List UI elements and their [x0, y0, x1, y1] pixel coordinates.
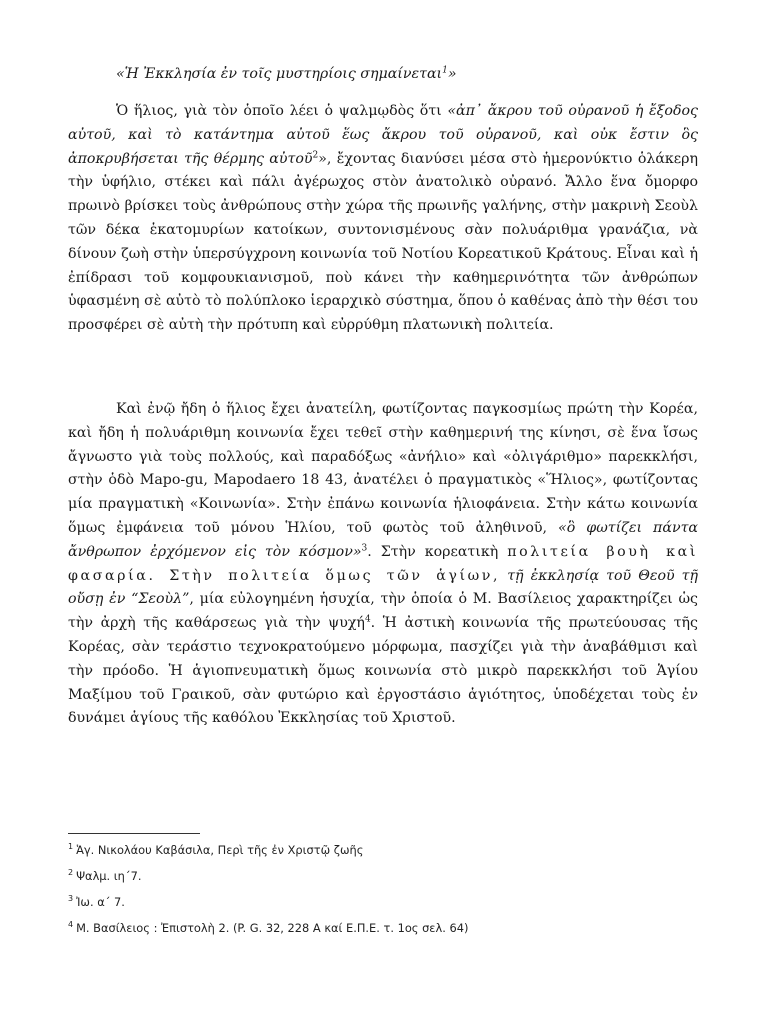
- footnote-2-number: 2: [68, 868, 74, 878]
- epigraph-close: »: [447, 66, 457, 82]
- footnote-1-number: 1: [68, 842, 74, 852]
- footnote-1-text: Ἁγ. Νικολάου Καβάσιλα, Περὶ τῆς ἐν Χριστῷ ζωῆς: [76, 843, 364, 857]
- p2-text-2: . Στὴν κορεατικὴ: [367, 543, 508, 560]
- footnote-4: [68, 920, 468, 936]
- footnote-3: [68, 894, 125, 910]
- footnote-ref-2[interactable]: 2: [312, 149, 319, 160]
- footnote-ref-1[interactable]: 1: [442, 65, 448, 76]
- footnote-ref-4[interactable]: 4: [364, 614, 371, 625]
- footnote-3-number: 3: [68, 894, 74, 904]
- footnote-2-text: Ψαλμ. ιη΄7.: [76, 869, 142, 883]
- footnote-ref-3[interactable]: 3: [361, 543, 368, 554]
- footnote-4-number: 4: [68, 920, 74, 930]
- psalm-quote: «ἀπ᾽ ἄκρου τοῦ οὐρανοῦ ἡ ἔξοδος αὐτοῦ, καὶ τὸ κατάντημα αὐτοῦ ἕως ἄκρου τοῦ οὐρανοῦ, καὶ οὐκ ἔστιν ὃς ἀποκρυβήσεται τῆς θέρμης αὐτοῦ: [68, 103, 699, 167]
- footnote-1: [68, 842, 363, 858]
- p1-text-1: Ὁ ἥλιος, γιὰ τὸν ὁποῖο λέει ὁ ψαλμῳδὸς ὅτι: [116, 103, 448, 119]
- p2-spaced-text: πολιτεία βουὴ καὶ φασαρία. Στὴν πολιτεία ὅμως τῶν ἁγίων,: [68, 543, 698, 584]
- epigraph: [116, 64, 457, 84]
- p2-text-4: , μία εὐλογημένη ἡσυχία, τὴν ὁποία ὁ Μ. Βασίλειος χαρακτηρίζει ὡς τὴν ἀρχὴ τῆς καθάρσεως γιὰ τὴν ψυχή: [68, 591, 698, 632]
- paragraph-1: [68, 100, 698, 338]
- p2-text-1: Καὶ ἐνῷ ἤδη ὁ ἥλιος ἔχει ἀνατείλη, φωτίζοντας παγκοσμίως πρώτη τὴν Κορέα, καὶ ἤδη ἡ πολυάριθμη κοινωνία ἔχει τεθεῖ στὴν καθημερινή της κίνησι, σὲ ἕνα ἴσως ἄγνωστο γιὰ τοὺς πολλούς, καὶ παραδόξως «ἀνήλιο» καὶ «ὀλιγάριθμο» παρεκκλήσι, στὴν ὁδὸ Mapo-gu, Mapodaero 18 43, ἀνατέλει ὁ πραγματικὸς «Ἥλιος», φωτίζοντας μία πραγματικὴ «Κοινωνία». Στὴν ἐπάνω κοινωνία ἡλιοφάνεια. Στὴν κάτω κοινωνία ὅμως ἐμφάνεια τοῦ μόνου Ἡλίου, τοῦ φωτὸς τοῦ ἀληθινοῦ,: [68, 401, 698, 536]
- footnote-2: [68, 868, 141, 884]
- john-quote: «ὃ φωτίζει πάντα ἄνθρωπον ἐρχόμενον εἰς τὸν κόσμον»: [68, 519, 699, 560]
- church-quote: τῇ ἐκκλησίᾳ τοῦ Θεοῦ τῇ οὔσῃ ἐν “Σεοὺλ”: [68, 567, 698, 608]
- footnote-4-text: Μ. Βασίλειος : Ἐπιστολὴ 2. (P. G. 32, 228 A καί Ε.Π.Ε. τ. 1ος σελ. 64): [76, 921, 469, 935]
- footnote-3-text: Ἰω. α΄ 7.: [76, 895, 125, 909]
- p2-text-5: . Ἡ ἀστικὴ κοινωνία τῆς πρωτεύουσας τῆς Κορέας, σὰν τεράστιο τεχνοκρατούμενο μόρφωμα, πασχίζει γιὰ τὴν ἀναβάθμισι καὶ τὴν πρόοδο. Ἡ ἁγιοπνευματικὴ ὅμως κοινωνία στὸ μικρὸ παρεκκλήσι τοῦ Ἁγίου Μαξίμου τοῦ Γραικοῦ, σὰν φυτώριο καὶ ἐργοστάσιο ἁγιότητος, ὑποδέχεται τοὺς ἐν δυνάμει ἁγίους τῆς καθόλου Ἐκκλησίας τοῦ Χριστοῦ.: [68, 615, 698, 727]
- paragraph-2: [68, 398, 698, 731]
- p1-text-2: », ἔχοντας διανύσει μέσα στὸ ἡμερονύκτιο ὁλάκερη τὴν ὑφήλιο, στέκει καὶ πάλι ἀγέρωχος στὸν ἀνατολικὸ οὐρανό. Ἄλλο ἕνα ὄμορφο πρωινὸ βρίσκει τοὺς ἀνθρώπους στὴν χώρα τῆς πρωινῆς γαλήνης, στὴν μακρινὴ Σεοὺλ τῶν δέκα ἑκατομυρίων κατοίκων, συντονισμένους σὰν πολυάριθμα γρανάζια, νὰ δίνουν ζωὴ στὴν ὑπερσύγχρονη κοινωνία τοῦ Νοτίου Κορεατικοῦ Κράτους. Εἶναι καὶ ἡ ἐπίδρασι τοῦ κομφουκιανισμοῦ, ποὺ κάνει τὴν καθημερινότητα τῶν ἀνθρώπων ὑφασμένη σὲ αὐτὸ τὸ πολύπλοκο ἱεραρχικὸ σύστημα, ὅπου ὁ καθένας ἀπὸ τὴν θέσι του προσφέρει σὲ αὐτὴ τὴν πρότυπη καὶ εὐρρύθμη πλατωνικὴ πολιτεία.: [68, 150, 698, 334]
- footnote-divider: [68, 833, 200, 834]
- epigraph-text: «Ἡ Ἐκκλησία ἐν τοῖς μυστηρίοις σημαίνεται: [116, 66, 443, 82]
